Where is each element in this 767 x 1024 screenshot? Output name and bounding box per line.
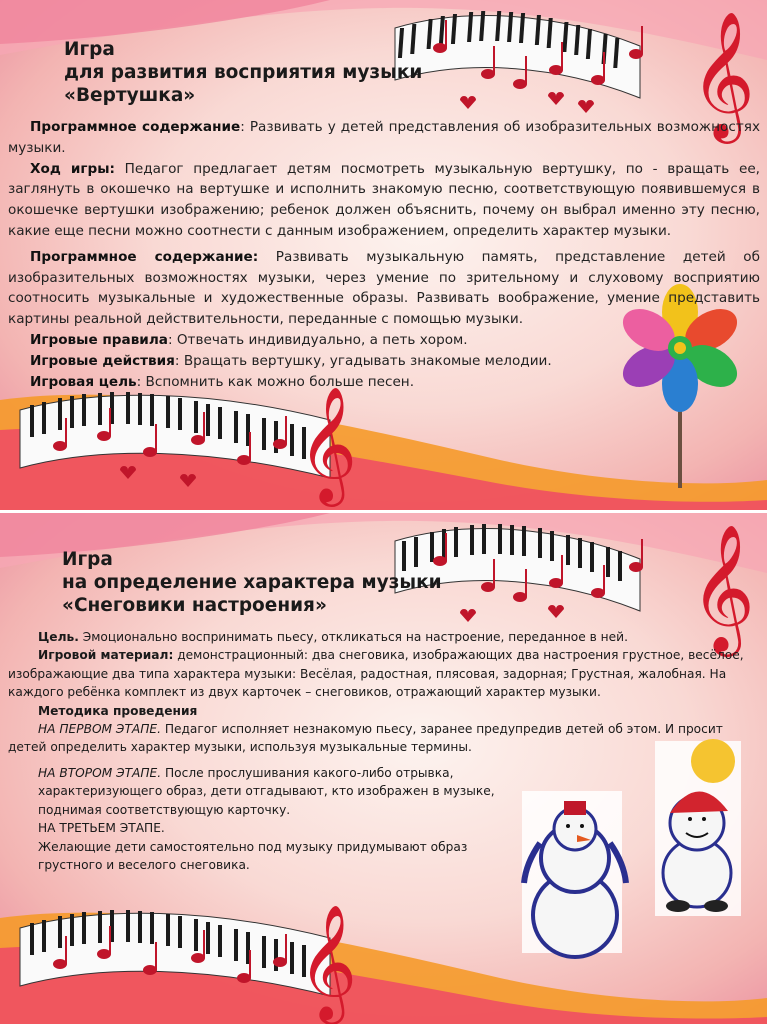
label: Методика проведения bbox=[38, 703, 198, 718]
stage3-paragraph bbox=[38, 838, 518, 875]
title-line: для развития восприятия музыки bbox=[64, 62, 423, 83]
program-content-paragraph-2 bbox=[8, 247, 760, 330]
label: Игровой материал: bbox=[38, 648, 174, 663]
game-actions-paragraph bbox=[8, 351, 760, 372]
treble-clef-icon: 𝄞 bbox=[690, 10, 756, 138]
title-line: «Снеговики настроения» bbox=[62, 595, 327, 616]
text: Педагог предлагает детям посмотреть музыкальную вертушку, по - вращать ее, заглянуть в окошечко на вертушке и исполнить знакомую песню, соответствующую появившемуся в окошечке вертушки изображению; ребенок должен объяснить, почему он выбрал именно эту песню, какие еще песни можно соотнести с данным изображением, определить характер музыки. bbox=[8, 160, 760, 239]
card2-title bbox=[62, 548, 442, 617]
label: Ход игры: bbox=[30, 160, 115, 177]
stage3-heading bbox=[38, 819, 518, 837]
game-goal-paragraph bbox=[8, 372, 760, 393]
text: : Развивать у детей представления об изобразительных возможностях музыки. bbox=[8, 119, 760, 156]
text: Желающие дети самостоятельно под музыку придумывают образ грустного и веселого снеговика. bbox=[38, 839, 468, 873]
stage2-paragraph bbox=[38, 764, 518, 819]
treble-clef-icon: 𝄞 bbox=[298, 903, 358, 1020]
card2-body bbox=[8, 628, 760, 757]
label: Программное содержание: bbox=[30, 248, 259, 265]
game-card-vertushka bbox=[0, 0, 767, 510]
sad-snowman-icon bbox=[522, 791, 626, 957]
card2-stages bbox=[38, 764, 518, 874]
method-heading bbox=[8, 702, 760, 720]
label: Игровая цель bbox=[30, 373, 137, 390]
card1-title bbox=[64, 38, 422, 107]
text: Эмоционально воспринимать пьесу, откликаться на настроение, переданное в ней. bbox=[78, 630, 628, 644]
text: Развивать музыкальную память, представление детей об изобразительных возможностях музыки, через умение по зрительному и слуховому восприятию соотносить музыкальные и художественные образы. Развивать воображение, умение представить картины реальной действительности, переданные с помощью музыки. bbox=[8, 248, 761, 328]
card1-body bbox=[8, 117, 760, 392]
game-procedure-paragraph bbox=[8, 159, 760, 242]
label: Цель. bbox=[38, 630, 79, 644]
title-line: Игра bbox=[62, 549, 113, 570]
label: Игровые правила bbox=[30, 331, 168, 348]
label: НА ТРЕТЬЕМ ЭТАПЕ. bbox=[38, 821, 165, 836]
game-rules-paragraph bbox=[8, 330, 760, 351]
label: НА ВТОРОМ ЭТАПЕ. bbox=[38, 766, 162, 780]
title-line: Игра bbox=[64, 39, 115, 60]
goal-paragraph bbox=[8, 628, 760, 646]
text: Педагог исполняет незнакомую пьесу, заранее предупредив детей об этом. И просит детей определить характер музыки, используя музыкальные термины. bbox=[8, 722, 723, 755]
title-line: на определение характера музыки bbox=[62, 572, 442, 593]
program-content-paragraph bbox=[8, 117, 760, 159]
happy-snowman-icon bbox=[655, 739, 741, 916]
text: : Вспомнить как можно больше песен. bbox=[136, 373, 415, 390]
text: После прослушивания какого-либо отрывка, характеризующего образ, дети отгадывают, кто изображен в музыке, поднимая соответствующую карточку. bbox=[38, 766, 495, 817]
material-paragraph bbox=[8, 646, 760, 701]
label: Игровые действия bbox=[30, 352, 175, 369]
label: Программное содержание bbox=[30, 119, 241, 135]
text: : Вращать вертушку, угадывать знакомые мелодии. bbox=[174, 352, 552, 369]
title-line: «Вертушка» bbox=[64, 85, 196, 106]
text: : Отвечать индивидуально, а петь хором. bbox=[167, 331, 468, 348]
treble-clef-icon: 𝄞 bbox=[298, 385, 358, 502]
treble-clef-icon: 𝄞 bbox=[690, 523, 756, 651]
label: НА ПЕРВОМ ЭТАПЕ. bbox=[38, 722, 161, 737]
text: демонстрационный: два снеговика, изображающих два настроения грустное, весёлое, изображающие два типа характера музыки: Весёлая, радостная, плясовая, задорная; Грустная, жалобная. На каждого ребёнка комплект из двух карточек – снеговиков, отражающий характер музыки. bbox=[8, 648, 744, 700]
stage1-paragraph bbox=[8, 720, 760, 757]
